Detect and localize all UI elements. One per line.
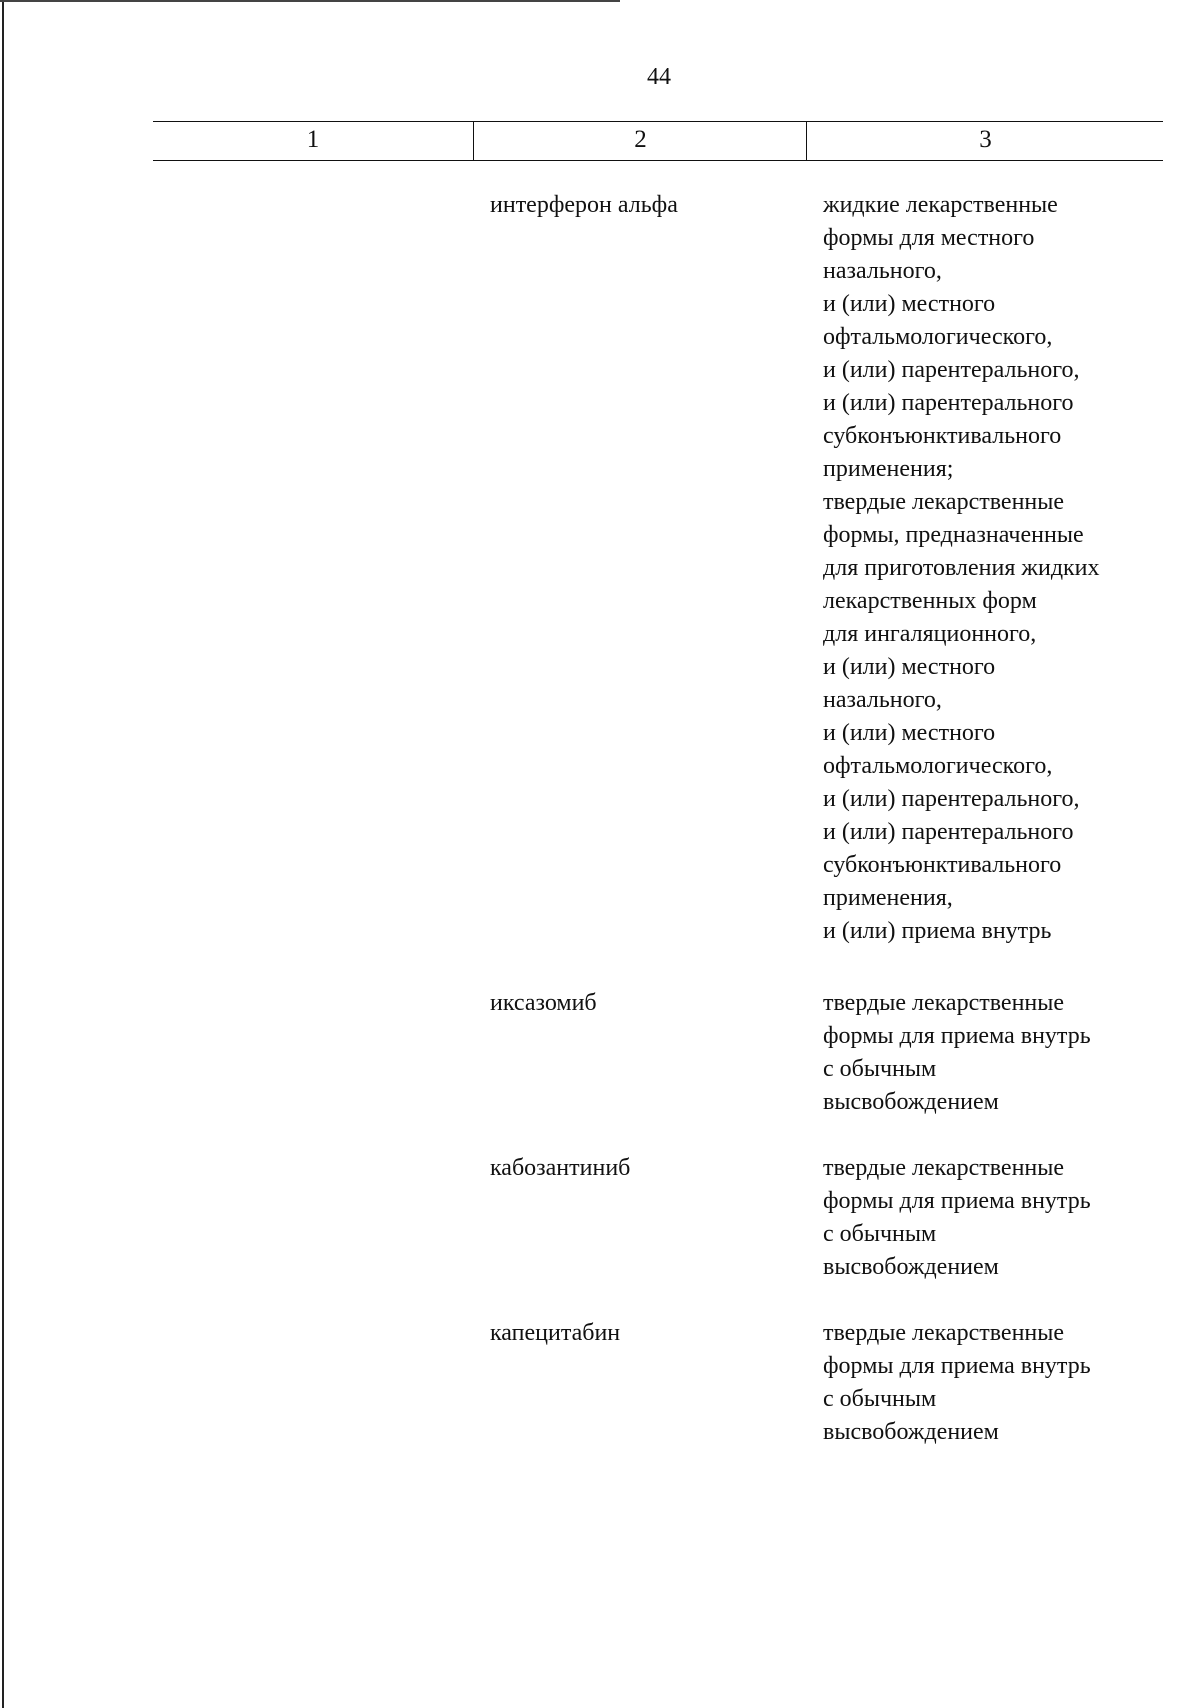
dosage-forms xyxy=(823,189,1163,948)
dosage-form-line: формы для приема внутрь xyxy=(823,1353,1091,1379)
dosage-form-line: с обычным xyxy=(823,1056,937,1082)
scan-edge-left xyxy=(2,0,4,1708)
dosage-form-line: субконъюнктивального xyxy=(823,852,1062,878)
dosage-form-line: и (или) местного xyxy=(823,720,996,746)
dosage-form-line: и (или) парентерального, xyxy=(823,786,1080,812)
dosage-form-line: формы для приема внутрь xyxy=(823,1023,1091,1049)
column-header-1: 1 xyxy=(306,126,320,153)
dosage-form-line: субконъюнктивального xyxy=(823,423,1062,449)
dosage-form-line: применения, xyxy=(823,885,953,911)
scan-edge-top xyxy=(0,0,620,2)
column-header-3: 3 xyxy=(806,122,1164,160)
dosage-form-line: лекарственных форм xyxy=(823,588,1037,614)
dosage-form-line: и (или) парентерального xyxy=(823,819,1074,845)
dosage-form-line: и (или) местного xyxy=(823,291,996,317)
dosage-form-line: твердые лекарственные xyxy=(823,489,1065,515)
dosage-form-line: для приготовления жидких xyxy=(823,555,1100,581)
dosage-forms xyxy=(823,1152,1163,1284)
column-header-2: 2 xyxy=(473,122,807,160)
dosage-form-line: высвобождением xyxy=(823,1089,999,1115)
dosage-form-line: назального, xyxy=(823,258,942,284)
dosage-form-line: и (или) парентерального, xyxy=(823,357,1080,383)
dosage-form-line: жидкие лекарственные xyxy=(823,192,1058,218)
dosage-forms xyxy=(823,987,1163,1119)
dosage-form-line: для ингаляционного, xyxy=(823,621,1037,647)
page-number: 44 xyxy=(647,64,671,90)
dosage-form-line: высвобождением xyxy=(823,1254,999,1280)
dosage-form-line: и (или) приема внутрь xyxy=(823,918,1052,944)
dosage-form-line: назального, xyxy=(823,687,942,713)
dosage-form-line: офтальмологического, xyxy=(823,324,1053,350)
dosage-form-line: формы, предназначенные xyxy=(823,522,1084,548)
drug-name: иксазомиб xyxy=(490,990,597,1016)
dosage-form-line: твердые лекарственные xyxy=(823,1320,1065,1346)
dosage-form-line: применения; xyxy=(823,456,954,482)
dosage-form-line: с обычным xyxy=(823,1386,937,1412)
dosage-forms xyxy=(823,1317,1163,1449)
dosage-form-line: и (или) парентерального xyxy=(823,390,1074,416)
dosage-form-line: с обычным xyxy=(823,1221,937,1247)
drug-name: кабозантиниб xyxy=(490,1155,631,1181)
dosage-form-line: и (или) местного xyxy=(823,654,996,680)
table-header xyxy=(153,121,1163,161)
dosage-form-line: формы для местного xyxy=(823,225,1035,251)
dosage-form-line: высвобождением xyxy=(823,1419,999,1445)
drug-name: капецитабин xyxy=(490,1320,621,1346)
drug-name: интерферон альфа xyxy=(490,192,678,218)
dosage-form-line: офтальмологического, xyxy=(823,753,1053,779)
dosage-form-line: твердые лекарственные xyxy=(823,1155,1065,1181)
dosage-form-line: твердые лекарственные xyxy=(823,990,1065,1016)
dosage-form-line: формы для приема внутрь xyxy=(823,1188,1091,1214)
